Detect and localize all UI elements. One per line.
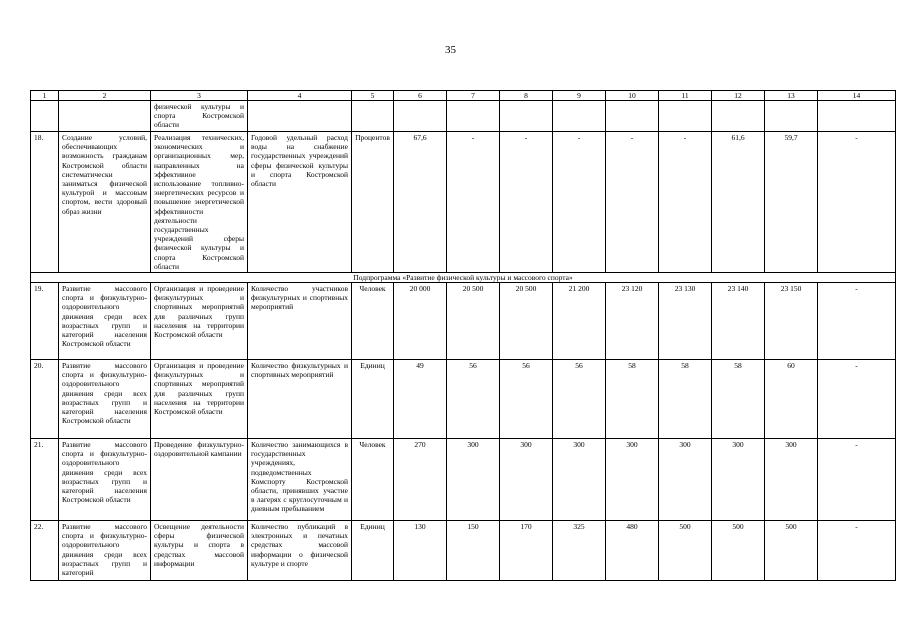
goal-cell: Развитие массового спорта и физкультурно-оздоровительного движения среди всех возрастных групп и категорий: [59, 521, 151, 581]
row-number: 21.: [31, 439, 59, 521]
header-cell: 10: [606, 91, 659, 101]
header-cell: 12: [712, 91, 765, 101]
row-number: 20.: [31, 360, 59, 439]
value-cell: 67,6: [394, 132, 447, 273]
value-cell: -: [659, 132, 712, 273]
table-row: [31, 439, 896, 521]
value-cell: 21 200: [553, 283, 606, 360]
empty-cell: [818, 101, 896, 132]
empty-cell: [606, 101, 659, 132]
value-cell: 20 500: [500, 283, 553, 360]
table-row: [31, 132, 896, 273]
row-number: 18.: [31, 132, 59, 273]
value-cell: -: [818, 439, 896, 521]
indicator-cell: Количество занимающихся в государственных учреждениях, подведомственных Комспорту Костромской области, принявших участие в лагерях с круглосуточным и дневным пребыванием: [248, 439, 352, 521]
table-row: [31, 283, 896, 360]
goal-cell: Создание условий, обеспечивающих возможность гражданам Костромской области систематически заниматься физической культурой и массовым спортом, вести здоровый образ жизни: [59, 132, 151, 273]
value-cell: 23 120: [606, 283, 659, 360]
header-cell: 14: [818, 91, 896, 101]
value-cell: 56: [553, 360, 606, 439]
unit-cell: Процентов: [352, 132, 394, 273]
continuation-row: [31, 101, 896, 132]
subprogram-title: Подпрограмма «Развитие физической культуры и массового спорта»: [31, 273, 896, 283]
value-cell: 20 000: [394, 283, 447, 360]
empty-cell: [659, 101, 712, 132]
value-cell: -: [818, 521, 896, 581]
value-cell: 58: [712, 360, 765, 439]
value-cell: 270: [394, 439, 447, 521]
header-cell: 2: [59, 91, 151, 101]
indicator-cell: Годовой удельный расход воды на снабжение государственных учреждений сферы физической культуры и спорта Костромской области: [248, 132, 352, 273]
goal-cell: Развитие массового спорта и физкультурно-оздоровительного движения среди всех возрастных групп и категорий населения Костромской области: [59, 439, 151, 521]
indicators-table: [30, 90, 896, 581]
header-cell: 7: [447, 91, 500, 101]
table-row: [31, 521, 896, 581]
task-cell: Организация и проведение физкультурных и спортивных мероприятий для различных групп населения на территории Костромской области: [151, 360, 248, 439]
row-number: 19.: [31, 283, 59, 360]
empty-cell: [394, 101, 447, 132]
value-cell: 23 150: [765, 283, 818, 360]
goal-cell: Развитие массового спорта и физкультурно-оздоровительного движения среди всех возрастных групп и категорий населения Костромской области: [59, 283, 151, 360]
task-cell: Реализация технических, экономических и организационных мер, направленных на эффективное использование топливно-энергетических ресурсов и повышение энергетической эффективности деятельности государственных учреждений сферы физической культуры и спорта Костромской области: [151, 132, 248, 273]
value-cell: 61,6: [712, 132, 765, 273]
header-cell: 13: [765, 91, 818, 101]
value-cell: -: [447, 132, 500, 273]
empty-cell: [31, 101, 59, 132]
goal-cell: Развитие массового спорта и физкультурно-оздоровительного движения среди всех возрастных групп и категорий населения Костромской области: [59, 360, 151, 439]
value-cell: 300: [712, 439, 765, 521]
task-cell: физической культуры и спорта Костромской области: [151, 101, 248, 132]
value-cell: 500: [765, 521, 818, 581]
value-cell: -: [818, 132, 896, 273]
header-cell: 4: [248, 91, 352, 101]
value-cell: 500: [659, 521, 712, 581]
unit-cell: Человек: [352, 283, 394, 360]
value-cell: 60: [765, 360, 818, 439]
page-number: 35: [445, 44, 456, 56]
value-cell: 58: [659, 360, 712, 439]
value-cell: 300: [500, 439, 553, 521]
value-cell: 325: [553, 521, 606, 581]
task-cell: Организация и проведение физкультурных и спортивных мероприятий для различных групп населения на территории Костромской области: [151, 283, 248, 360]
indicator-cell: Количество участников физкультурных и спортивных мероприятий: [248, 283, 352, 360]
header-cell: 8: [500, 91, 553, 101]
header-cell: 5: [352, 91, 394, 101]
value-cell: -: [606, 132, 659, 273]
value-cell: 170: [500, 521, 553, 581]
header-cell: 6: [394, 91, 447, 101]
value-cell: -: [818, 360, 896, 439]
unit-cell: Единиц: [352, 360, 394, 439]
value-cell: 56: [500, 360, 553, 439]
empty-cell: [712, 101, 765, 132]
empty-cell: [765, 101, 818, 132]
value-cell: 300: [447, 439, 500, 521]
value-cell: 130: [394, 521, 447, 581]
value-cell: 58: [606, 360, 659, 439]
value-cell: -: [500, 132, 553, 273]
value-cell: 59,7: [765, 132, 818, 273]
indicator-cell: Количество публикаций в электронных и печатных средствах массовой информации о физической культуре и спорте: [248, 521, 352, 581]
value-cell: 500: [712, 521, 765, 581]
value-cell: 300: [765, 439, 818, 521]
header-cell: 9: [553, 91, 606, 101]
header-row: [31, 91, 896, 101]
empty-cell: [500, 101, 553, 132]
task-cell: Освещение деятельности сферы физической культуры и спорта в средствах массовой информации: [151, 521, 248, 581]
unit-cell: Единиц: [352, 521, 394, 581]
value-cell: 23 140: [712, 283, 765, 360]
value-cell: -: [553, 132, 606, 273]
value-cell: 480: [606, 521, 659, 581]
header-cell: 1: [31, 91, 59, 101]
empty-cell: [352, 101, 394, 132]
value-cell: 56: [447, 360, 500, 439]
value-cell: 300: [606, 439, 659, 521]
empty-cell: [553, 101, 606, 132]
empty-cell: [59, 101, 151, 132]
value-cell: -: [818, 283, 896, 360]
value-cell: 300: [659, 439, 712, 521]
unit-cell: Человек: [352, 439, 394, 521]
empty-cell: [447, 101, 500, 132]
value-cell: 300: [553, 439, 606, 521]
header-cell: 11: [659, 91, 712, 101]
header-cell: 3: [151, 91, 248, 101]
subprogram-row: [31, 273, 896, 283]
task-cell: Проведение физкультурно-оздоровительной кампании: [151, 439, 248, 521]
value-cell: 150: [447, 521, 500, 581]
row-number: 22.: [31, 521, 59, 581]
table-row: [31, 360, 896, 439]
value-cell: 49: [394, 360, 447, 439]
value-cell: 23 130: [659, 283, 712, 360]
empty-cell: [248, 101, 352, 132]
indicator-cell: Количество физкультурных и спортивных мероприятий: [248, 360, 352, 439]
value-cell: 20 500: [447, 283, 500, 360]
